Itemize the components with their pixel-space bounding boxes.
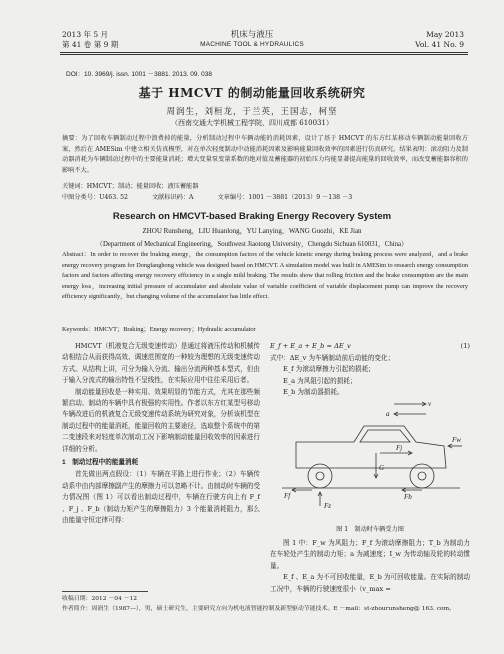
affiliation-en: （Department of Mechanical Engineering，Southwest Jiaotong University，Chengdu Sichuan 610031，China）	[96, 241, 408, 248]
vehicle-body	[296, 426, 446, 468]
equation-number: (1)	[460, 342, 470, 350]
paragraph-recoverable-energy: E_f 、E_a 为不可回收能量，E_b 为可回收能量。在实际的制动工况中，车辆的行驶速度很小（v_max =	[270, 573, 470, 593]
paragraph-figure-notes: 图 1 中：F_w 为风阻力；F_f 为滚动摩擦阻力；T_b 为制动力在车轮处产生的制动力矩；a 为减速度；I_w 为传动轴及轮的转动惯量。	[270, 539, 470, 570]
where-line: 式中：ΔE_v 为车辆制动前后动能的变化；	[270, 354, 395, 362]
classification-line	[62, 192, 468, 201]
body-right-column	[270, 341, 470, 399]
abstract-en: Abstract：In order to recover the braking energy，the consumption factors of the vehicle kinetic energy during braking process were analyzed，and a brake energy recovery program for Dongfanghong vehicle was designed based on HMCVT. A simulation model was built in AMESim to research energy consumption factors and factors affecting energy recovery efficiency in a single mild braking. The results show that rolling friction and the brake consumption are the main energy loss，increasing initial pressure of accumulator and absolute value of variable coefficient of variable displacement pump can improve the recovery efficiency significantly，but changing volume of the accumulator has little effect.	[62, 251, 468, 301]
label-v: v	[428, 400, 432, 408]
keywords-cn: 关键词：HMCVT；制动；能量回收；液压蓄能器	[62, 183, 199, 190]
footnote-rule	[62, 591, 148, 592]
author-bio: 作者简介：周润生（1987—），男，硕士研究生，主要研究方向为机电液智能控制及新型驱动节能技术。E －mail：st-zhourunsheng@ 163. com。	[62, 606, 456, 612]
where-line: E_a 为风阻引起的损耗；	[283, 376, 357, 385]
figure-caption: 图 1 制动时车辆受力图	[336, 526, 404, 533]
paper-title-en: Research on HMCVT-based Braking Energy Recovery System	[112, 211, 392, 222]
label-Fz: Fz	[324, 502, 331, 510]
authors-cn: 周润生，刘桓龙，于兰英，王国志，柯坚	[166, 107, 338, 117]
authors-en: ZHOU Runsheng，LIU Huanlong，YU Lanying，WANG Guozhi，KE Jian	[142, 227, 362, 235]
label-a: a	[386, 410, 390, 418]
label-G: G	[379, 464, 385, 472]
front-wheel-hub	[418, 472, 426, 480]
clc-number: 中图分类号：U463. 52	[62, 194, 128, 201]
section-heading-1: 1 制动过程中的能量消耗	[62, 459, 139, 467]
paragraph-intro: HMCVT（机液复合无级变速传动）是通过将液压传动和机械传动相结合从而获得高效、调速范围宽的一种较为理想的无级变速传动方式。从结构上讲，可分为输入分流、输出分流两种基本型式，但由于输入分流式的输出特性不呈线性，在实际应用中往往采用后者。	[62, 342, 260, 385]
affiliation-cn: （西南交通大学机械工程学院，四川成都 610031）	[171, 119, 333, 127]
where-line: E_f 为滚动摩擦力引起的损耗；	[283, 365, 375, 374]
body-right-column-lower	[270, 538, 470, 595]
header-rule-thin	[60, 54, 468, 55]
rear-wheel-hub	[316, 472, 324, 480]
label-Fw: Fw	[452, 436, 461, 444]
header-rule	[60, 52, 468, 53]
vehicle-force-diagram	[276, 398, 466, 513]
paragraph-energy-recovery: 制动能量回收是一种实用、效果明显的节能方式，尤其在那些频繁启动、制动的车辆中具有极强的实用性。作者以东方红某型号移动车辆改进后的机液复合无级变速传动系统为研究对象，分析该机型在制动过程中的能量消耗，能量回收的主要途径，选取整个系统中的第二变速段来对轻度单次制动工况下影响制动能量回收效率的因素进行详细的分析。	[62, 387, 260, 453]
vehicle-cabin	[360, 430, 410, 442]
equation-formula: E_f + E_a + E_b = ΔE_v	[270, 342, 351, 350]
body-left-column	[62, 341, 260, 527]
abstract-cn: 摘要：为了回收车辆制动过程中浪费掉的能量，分析制动过程中车辆动能的消耗因素，设计了基于 HMCVT 的东方红某移动车辆制动能量回收方案，然后在 AMESim 中建立相关仿真模型，对在单次轻度制动中动能消耗因素及影响能量回收效率的因素进行仿真研究。结果表明：滚动阻力及制动器消耗为车辆制动过程中的主要能量消耗；增大变量泵变量系数的绝对值及蓄能器的初始压力均能显著提高能量的回收效率，而改变蓄能器容积的影响不大。	[62, 135, 468, 174]
header-volume-cn: 第 41 卷 第 9 期	[62, 40, 119, 49]
label-Ff: Ff	[284, 492, 291, 500]
doi: DOI：10. 3969/j. issn. 1001 －3881. 2013. 09. 038	[66, 71, 212, 78]
footnote	[62, 594, 468, 614]
header-date-en: May 2013	[426, 30, 464, 39]
journal-name-en: MACHINE TOOL & HYDRAULICS	[200, 41, 304, 48]
equation-1	[270, 341, 470, 353]
label-Fj: Fj	[396, 444, 403, 452]
paragraph-assumptions: 首先做出两点假设：（1）车辆在平路上进行作业；（2）车辆传动系中由内部摩擦副产生的摩擦力可以忽略不计。由制动时车辆的受力情况图（图 1）可以看出制动过程中，车辆在行驶方向上有 F_f 、F_j 、F_b（制动力矩产生的摩擦阻力）3 个能量消耗阻力，那么由能量守恒定律可得：	[62, 470, 260, 525]
received-date: 收稿日期：2012 －04 －12	[62, 596, 137, 602]
keywords-en: Keywords：HMCVT；Braking；Energy recovery；Hydraulic accumulator	[62, 326, 256, 333]
paper-title-cn: 基于 HMCVT 的制动能量回收系统研究	[138, 86, 366, 100]
article-number: 文章编号：1001 －3881（2013）9 －138 －3	[217, 194, 353, 201]
where-line: E_b 为制动器损耗。	[283, 388, 344, 397]
header-date-cn: 2013 年 5 月	[62, 30, 109, 39]
journal-name-cn: 机床与液压	[230, 30, 274, 40]
header-volume-en: Vol. 41 No. 9	[415, 40, 464, 49]
header-issue-en	[415, 30, 464, 50]
document-code: 文献标识码：A	[151, 194, 194, 201]
label-Fb: Fb	[404, 493, 412, 501]
